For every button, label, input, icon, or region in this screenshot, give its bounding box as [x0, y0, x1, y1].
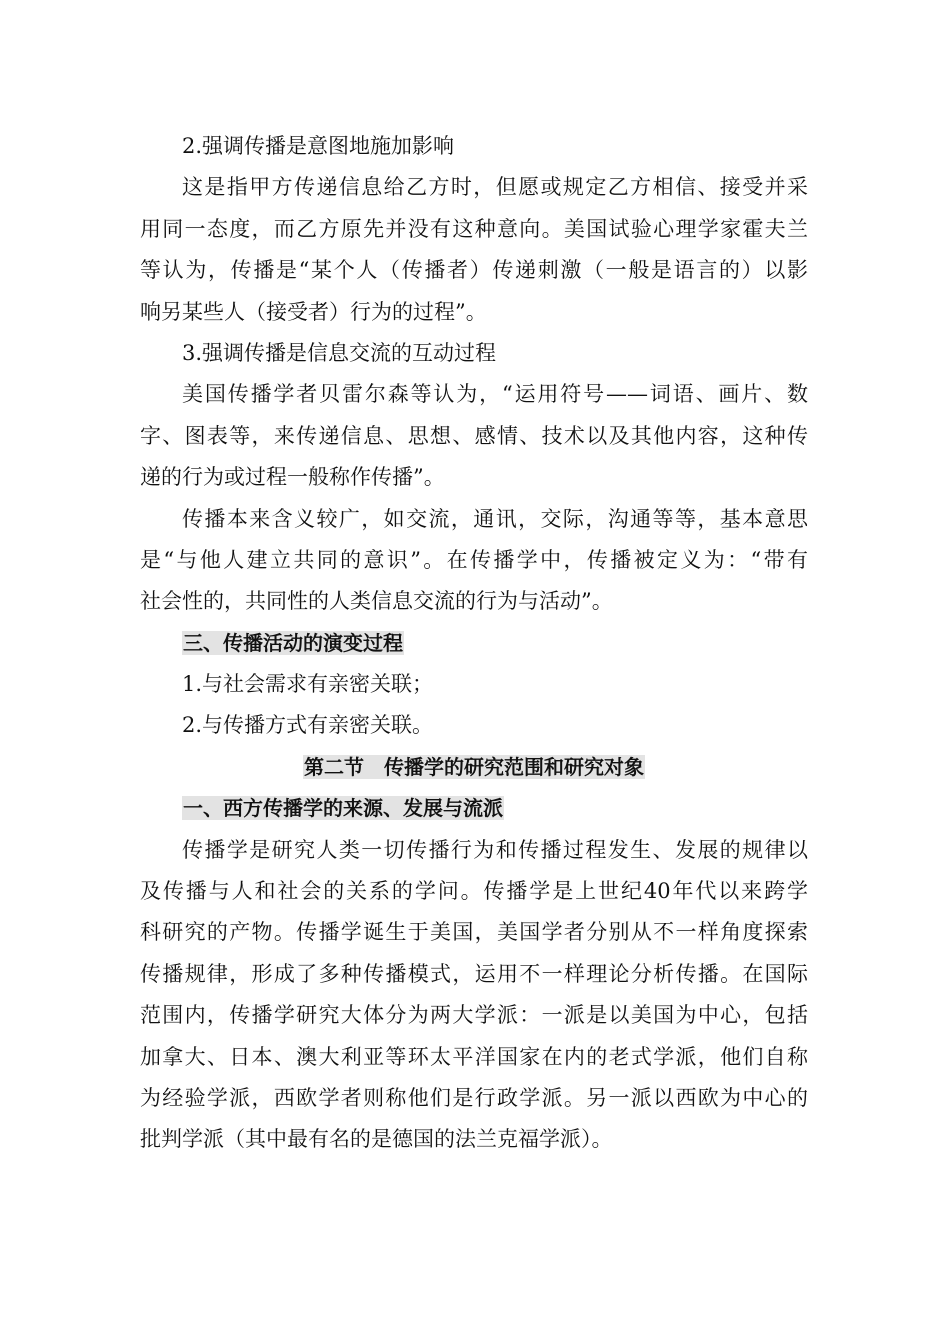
- paragraph-line: 是“与他人建立共同的意识”。在传播学中，传播被定义为：“带有: [140, 547, 808, 572]
- paragraph-line: 范围内，传播学研究大体分为两大学派：一派是以美国为中心，包括: [140, 1003, 808, 1028]
- chapter-section-title-text: 第二节 传播学的研究范围和研究对象: [304, 754, 644, 779]
- section-heading-text: 一、西方传播学的来源、发展与流派: [183, 796, 503, 821]
- paragraph-line: 用同一态度，而乙方原先并没有这种意向。美国试验心理学家霍夫兰: [140, 216, 808, 241]
- paragraph-line: 这是指甲方传递信息给乙方时，但愿或规定乙方相信、接受并采: [182, 175, 808, 200]
- section-heading: [140, 788, 808, 829]
- paragraph-line: 加拿大、日本、澳大利亚等环太平洋国家在内的老式学派，他们自称: [140, 1044, 808, 1069]
- paragraph-line: 为经验学派，西欧学者则称他们是行政学派。另一派以西欧为中心的: [140, 1085, 808, 1110]
- list-item: 1.与社会需求有亲密关联；: [182, 672, 434, 697]
- paragraph-line: 美国传播学者贝雷尔森等认为，“运用符号——词语、画片、数: [182, 382, 808, 407]
- section-heading: [140, 623, 808, 664]
- paragraph-line: 等认为，传播是“某个人（传播者）传递刺激（一般是语言的）以影: [140, 258, 808, 283]
- paragraph-line: 字、图表等，来传递信息、思想、感情、技术以及其他内容，这种传: [140, 423, 808, 448]
- document-body: [140, 126, 808, 1161]
- paragraph-line: 及传播与人和社会的关系的学问。传播学是上世纪40年代以来跨学: [140, 879, 808, 904]
- paragraph-line: 社会性的，共同性的人类信息交流的行为与活动”。: [140, 589, 613, 614]
- paragraph-line: 科研究的产物。传播学诞生于美国，美国学者分别从不一样角度探索: [140, 920, 808, 945]
- paragraph-line: 响另某些人（接受者）行为的过程”。: [140, 299, 487, 324]
- section-heading-text: 三、传播活动的演变过程: [183, 630, 403, 655]
- chapter-section-title: [140, 747, 808, 788]
- subheading-2: 2.强调传播是意图地施加影响: [182, 134, 455, 158]
- subheading-3: 3.强调传播是信息交流的互动过程: [182, 340, 497, 365]
- list-item: 2.与传播方式有亲密关联。: [182, 713, 434, 738]
- paragraph-line: 传播规律，形成了多种传播模式，运用不一样理论分析传播。在国际: [140, 961, 808, 986]
- paragraph-line: 传播本来含义较广，如交流，通讯，交际，沟通等等，基本意思: [182, 506, 808, 531]
- paragraph-line: 批判学派（其中最有名的是德国的法兰克福学派）。: [140, 1127, 613, 1152]
- paragraph-line: 递的行为或过程一般称作传播”。: [140, 465, 445, 490]
- paragraph-line: 传播学是研究人类一切传播行为和传播过程发生、发展的规律以: [182, 837, 808, 862]
